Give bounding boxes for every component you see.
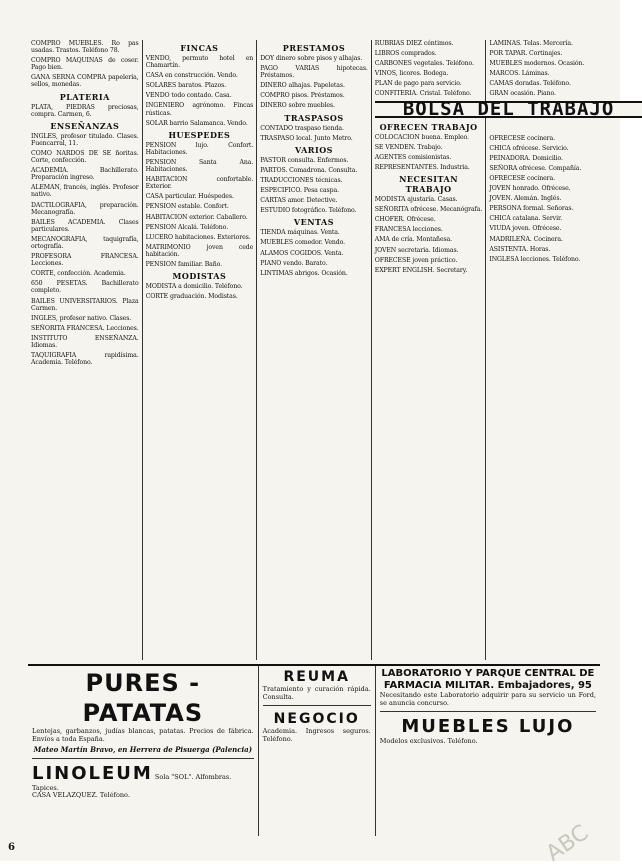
abc-watermark: ABC — [541, 820, 594, 867]
ad: MUEBLES comedor. Vendo. — [260, 239, 346, 247]
ad: MATRIMONIO joven cede habitación. — [145, 243, 254, 258]
ad: JOVEN honrado. Ofrécese. — [489, 185, 571, 193]
ad: CONFITERIA. Cristal. Teléfono. — [374, 90, 472, 98]
ad: CONTADO traspaso tienda. — [260, 124, 344, 132]
ad: ACADEMIA. Bachillerato. Preparación ingreso. — [31, 167, 139, 182]
ad: ALAMOS COGIDOS. Venta. — [260, 249, 344, 257]
ad: CASA particular. Huéspedes. — [145, 193, 234, 201]
ad: VIUDA joven. Ofrécese. — [489, 225, 562, 233]
ad: JOVEN. Alemán. Inglés. — [489, 195, 562, 203]
ad-headline: REUMA — [283, 669, 350, 685]
ad-headline: LINOLEUM — [32, 762, 153, 784]
ad: OFRECESE cocinera. — [489, 134, 555, 142]
ad: TRASPASO local. Junto Metro. — [260, 134, 353, 142]
ad: CHOFER. Ofrécese. — [374, 216, 436, 224]
ad: 650 PESETAS. Bachillerato completo. — [31, 280, 139, 295]
ad-headline: FARMACIA MILITAR. Embajadores, 95 — [383, 680, 592, 691]
ad: FRANCESA lecciones. — [374, 226, 443, 234]
display-ad-laboratorio — [375, 666, 600, 836]
ad: LAMINAS. Telas. Mercería. — [489, 40, 573, 47]
ad: TAQUIGRAFIA rapidísima. Academia. Teléfono. — [31, 352, 139, 367]
ad: COMPRO MAQUINAS de coser. Pago bien. — [31, 57, 139, 72]
display-ad-pures-patatas — [28, 666, 258, 836]
ad: COMPRO pisos. Préstamos. — [260, 92, 345, 100]
ad: INGLESA lecciones. Teléfono. — [489, 255, 581, 263]
ad: HABITACION confortable. Exterior. — [145, 176, 254, 191]
section-heading: MODISTAS — [172, 271, 227, 282]
section-heading: TRASPASOS — [284, 112, 344, 123]
section-heading: FINCAS — [180, 43, 219, 53]
ad: PLAN de pago para servicio. — [374, 80, 462, 88]
ad: CARBONES vegetales. Teléfono. — [374, 60, 474, 68]
ad-signature: Mateo Martín Bravo, en Herrera de Pisuerga (Palencia) — [33, 745, 253, 755]
ad: PLATA, PIEDRAS preciosas, compra. Carmen, 6. — [31, 103, 139, 118]
ad: LUCERO habitaciones. Exteriores. — [145, 233, 251, 241]
ad: ESPECIFICO. Pesa caspa. — [260, 187, 339, 195]
column-1 — [28, 40, 142, 660]
ad: RUBRIAS DIEZ céntimos. — [374, 40, 454, 47]
ad: INGLES, profesor nativo. Clases. — [31, 314, 132, 322]
ad: VINOS, licores. Bodega. — [374, 70, 449, 78]
ad: PIANO vendo. Barato. — [260, 259, 328, 267]
ad: INSTITUTO ENSEÑANZA. Idiomas. — [31, 334, 139, 349]
column-2 — [142, 40, 257, 660]
ad: DACTILOGRAFIA, preparación. Mecanografía. — [31, 201, 139, 216]
ad: PAGO VARIAS hipotecas. Préstamos. — [260, 65, 368, 80]
ad: PENSION Alcalá. Teléfono. — [145, 223, 229, 231]
ad: OFRECESE cocinera. — [489, 174, 555, 182]
ad: MODISTA ajustaría. Casas. — [374, 196, 458, 204]
ad-body: CASA VELAZQUEZ. Teléfono. — [32, 791, 130, 800]
classifieds-columns — [28, 40, 615, 660]
ad: COMO NARDOS DE SE ñoritas. Corte, confección. — [31, 149, 139, 165]
ad: SOLARES baratos. Plazos. — [145, 82, 227, 90]
ad: AGENTES comisionistas. — [374, 153, 452, 161]
ad: PROFESORA FRANCESA. Lecciones. — [31, 253, 139, 268]
ad: VENDO, permuto hotel en Chamartín. — [145, 55, 254, 70]
column-5 — [485, 40, 600, 660]
ad: TIENDA máquinas. Venta. — [260, 229, 340, 237]
section-heading: VENTAS — [293, 217, 335, 228]
ad: CORTE, confección. Academia. — [31, 270, 126, 278]
section-heading: VARIOS — [295, 144, 333, 155]
display-ads-row — [28, 664, 600, 836]
ad-body: Lentejas, garbanzos, judías blancas, patatas. Precios de fábrica. Envíos a toda España. — [32, 727, 254, 743]
ad: REPRESENTANTES. Industria. — [374, 163, 470, 171]
section-heading: HUESPEDES — [168, 129, 231, 140]
ad: DINERO alhajas. Papeletas. — [260, 82, 345, 90]
ad: PENSION Santa Ana. Habitaciones. — [145, 158, 254, 174]
ad: SEÑORA ofrécese. Compañía. — [489, 164, 582, 172]
ad: PEINADORA. Domicilio. — [489, 154, 563, 162]
ad: PERSONA formal. Señoras. — [489, 205, 574, 213]
ad: ASISTENTA. Horas. — [489, 245, 551, 253]
ad-headline: NEGOCIO — [273, 711, 360, 728]
section-heading: PRESTAMOS — [282, 43, 346, 53]
ad: COLOCACION buena. Empleo. — [374, 133, 469, 141]
display-ad-reuma-negocio — [258, 666, 375, 836]
ad: ESTUDIO fotográfico. Teléfono. — [260, 207, 357, 215]
page-number: 6 — [8, 842, 15, 853]
ad: POR TAPAR. Cortinajes. — [489, 50, 563, 58]
ad: CARTAS amor. Detective. — [260, 197, 338, 205]
ad-headline: PURES - PATATAS — [82, 669, 204, 727]
ad: MECANOGRAFIA, taquigrafía, ortografía. — [31, 235, 139, 250]
ad-body: Sola "SOL". Alfombras. Tapices. — [32, 772, 232, 792]
ad: AMA de cría. Montañesa. — [374, 236, 453, 244]
ad: CASA en construcción. Vendo. — [145, 72, 238, 80]
ad: PARTOS. Comadrona. Consulta. — [260, 166, 358, 174]
ad: SOLAR barrio Salamanca. Vendo. — [145, 119, 248, 127]
ad: JOVEN secretaria. Idiomas. — [374, 246, 459, 254]
ad: PENSION familiar. Baño. — [145, 260, 223, 268]
ad-body: Modelos exclusivos. Teléfono. — [379, 737, 478, 746]
ad: LIBROS comprados. — [374, 50, 437, 58]
ad: BAILES UNIVERSITARIOS. Plaza Carmen. — [31, 297, 139, 312]
ad: TRADUCCIONES técnicas. — [260, 176, 343, 184]
ad: PENSION estable. Confort. — [145, 203, 229, 211]
ad: SEÑORITA FRANCESA. Lecciones. — [31, 324, 139, 332]
ad: INGLES, profesor titulado. Clases. Fuencarral, 11. — [31, 132, 139, 147]
ad: COMPRO MUEBLES. Ro pas usadas. Trastos. Teléfono 78. — [31, 40, 139, 55]
ad-body: Necesitando este Laboratorio adquirir para su servicio un Ford, se anuncia concurso. — [379, 691, 596, 707]
ad: OFRECESE joven práctico. — [374, 256, 458, 264]
ad: SE VENDEN. Trabajo. — [374, 143, 443, 151]
ad: SEÑORITA ofrécese. Mecanógrafa. — [374, 206, 483, 214]
section-heading: ENSEÑANZAS — [50, 120, 120, 131]
ad: BAILES ACADEMIA. Clases particulares. — [31, 218, 139, 233]
ad: CORTE graduación. Modistas. — [145, 293, 238, 301]
ad: MODISTA a domicilio. Teléfono. — [145, 283, 243, 291]
ad: CHICA ofrécese. Servicio. — [489, 144, 569, 152]
ad: ALEMAN, francés, inglés. Profesor nativo. — [31, 184, 139, 199]
ad-body: Tratamiento y curación rápida. Consulta. — [262, 685, 371, 701]
ad: CHICA catalana. Servir. — [489, 215, 563, 223]
ad-headline: MUEBLES LUJO — [401, 716, 575, 738]
section-heading: OFRECEN TRABAJO — [379, 121, 478, 132]
ad: PASTOR consulta. Enfermos. — [260, 156, 349, 164]
ad: DOY dinero sobre pisos y alhajas. — [260, 55, 363, 62]
ad-body: Academia. Ingresos seguros. Teléfono. — [262, 727, 371, 743]
ad: MARCOS. Láminas. — [489, 70, 550, 78]
ad: HABITACION exterior. Caballero. — [145, 213, 248, 221]
ad: INGENIERO agrónomo. Fincas rústicas. — [145, 102, 254, 117]
ad-headline: LABORATORIO Y PARQUE CENTRAL DE — [381, 668, 595, 679]
ad: MADRILEÑA. Cocinera. — [489, 235, 563, 243]
ad: VENDO todo contado. Casa. — [145, 92, 232, 100]
ad: LINTIMAS abrigos. Ocasión. — [260, 269, 348, 277]
ad: GANA SERNA COMPRA papelería, sellos, monedas. — [31, 74, 139, 89]
ad: EXPERT ENGLISH. Secretary. — [374, 266, 468, 274]
ad: PENSION lujo. Confort. Habitaciones. — [145, 141, 254, 156]
bolsa-del-trabajo-banner: BOLSA DEL TRABAJO — [375, 101, 642, 118]
ad: MUEBLES modernos. Ocasión. — [489, 60, 585, 68]
ad: DINERO sobre muebles. — [260, 102, 335, 110]
ad: CAMAS doradas. Teléfono. — [489, 80, 571, 88]
section-heading: PLATERIA — [59, 91, 110, 102]
ad: GRAN ocasión. Piano. — [489, 90, 556, 98]
column-3 — [256, 40, 371, 660]
section-heading: NECESITAN TRABAJO — [399, 174, 459, 195]
